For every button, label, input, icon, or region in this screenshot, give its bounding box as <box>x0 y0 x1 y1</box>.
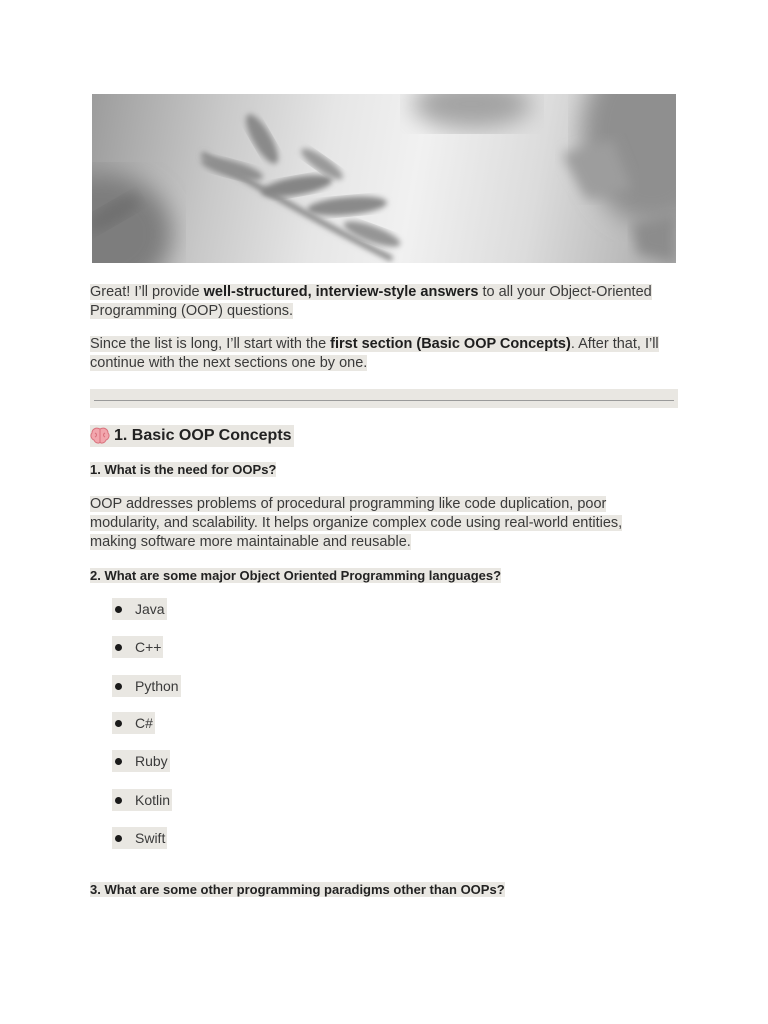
list-item <box>112 750 170 772</box>
list-item <box>112 827 167 849</box>
intro-text: Great! I’ll provide <box>90 284 204 300</box>
answer-line: modularity, and scalability. It helps organize complex code using real-world entities, <box>90 515 623 531</box>
answer-line: making software more maintainable and reusable. <box>90 534 411 550</box>
horizontal-divider <box>90 389 678 408</box>
answer-line: OOP addresses problems of procedural programming like code duplication, poor <box>90 496 607 512</box>
section-heading <box>90 425 294 447</box>
list-item-text: Swift <box>135 830 166 846</box>
brain-icon <box>90 427 110 445</box>
list-item-text: C++ <box>135 639 162 655</box>
list-item <box>112 675 181 697</box>
list-item-text: Python <box>135 678 179 694</box>
list-item-text: Ruby <box>135 753 168 769</box>
intro-paragraph-2 <box>90 335 680 373</box>
bullet-icon <box>115 644 122 651</box>
intro-text: continue with the next sections one by one. <box>90 355 368 371</box>
bullet-icon <box>115 797 122 804</box>
question-text: 3. What are some other programming paradigms other than OOPs? <box>90 882 505 897</box>
list-item-text: Java <box>135 601 165 617</box>
question-text: 2. What are some major Object Oriented Programming languages? <box>90 568 502 583</box>
question-text: 1. What is the need for OOPs? <box>90 462 277 477</box>
divider-line <box>94 400 674 401</box>
question-1 <box>90 461 276 479</box>
question-2 <box>90 567 501 585</box>
section-title: 1. Basic OOP Concepts <box>114 427 292 444</box>
intro-paragraph-1 <box>90 283 680 321</box>
intro-text: to all your Object-Oriented <box>478 284 652 300</box>
bullet-icon <box>115 720 122 727</box>
intro-bold-text: first section (Basic OOP Concepts) <box>330 336 571 352</box>
bullet-icon <box>115 683 122 690</box>
intro-text: Since the list is long, I’ll start with the <box>90 336 331 352</box>
list-item <box>112 789 172 811</box>
question-3 <box>90 881 505 899</box>
bullet-icon <box>115 606 122 613</box>
list-item <box>112 712 155 734</box>
intro-text: . After that, I’ll <box>570 336 659 352</box>
intro-bold-text: well-structured, interview-style answers <box>203 284 479 300</box>
bullet-icon <box>115 758 122 765</box>
list-item <box>112 636 163 658</box>
list-item <box>112 598 167 620</box>
banner-image <box>92 94 676 263</box>
answer-1 <box>90 495 680 552</box>
intro-text: Programming (OOP) questions. <box>90 303 294 319</box>
list-item-text: C# <box>135 715 153 731</box>
list-item-text: Kotlin <box>135 792 171 808</box>
bullet-icon <box>115 835 122 842</box>
